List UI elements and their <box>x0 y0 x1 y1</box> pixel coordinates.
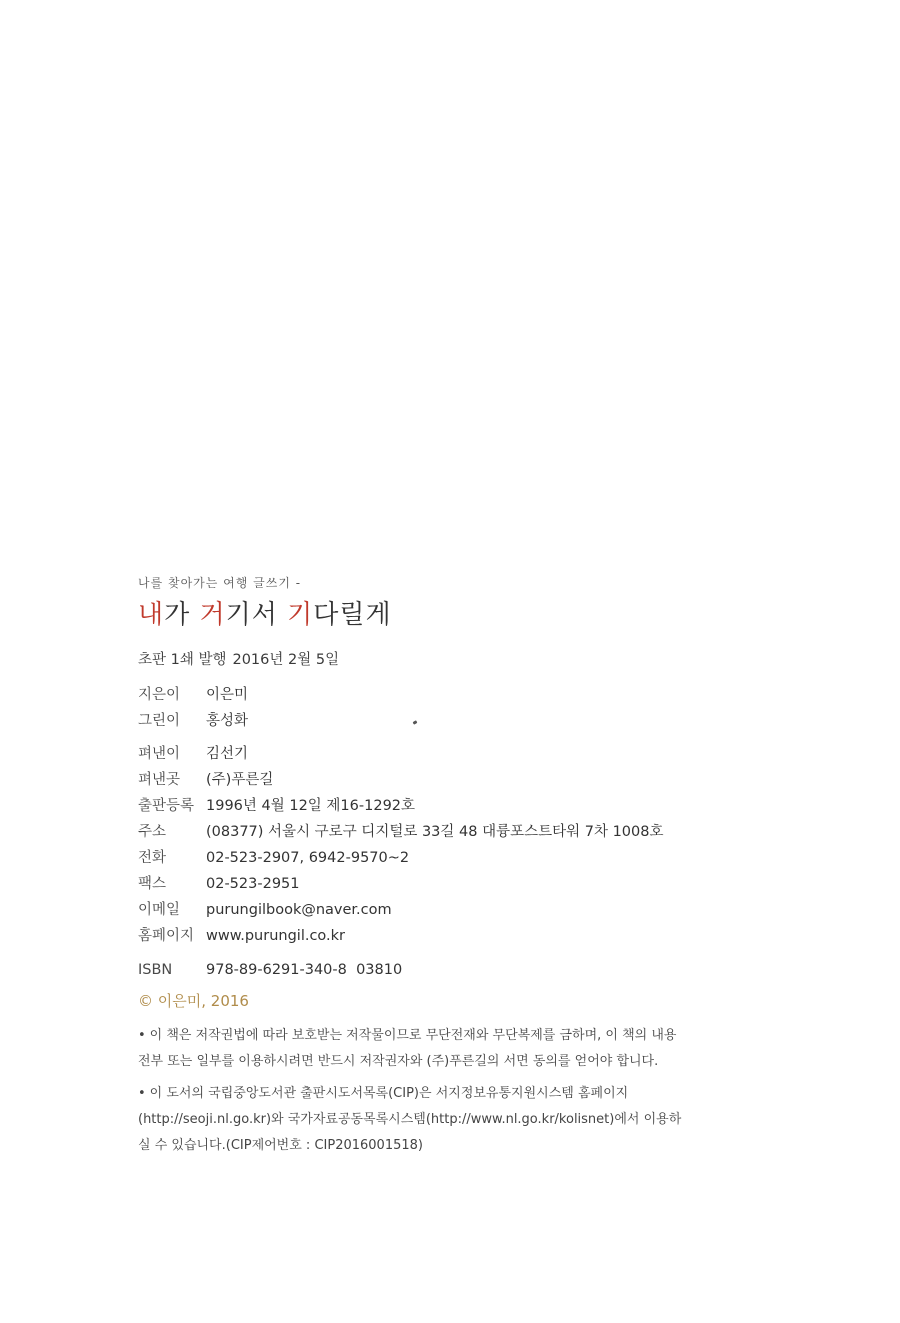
edition-label: 초판 1쇄 발행 <box>138 652 227 668</box>
info-value: (08377) 서울시 구로구 디지털로 33길 48 대륭포스트타워 7차 1008호 <box>206 824 664 840</box>
book-title <box>138 596 698 634</box>
info-value: 02-523-2907, 6942-9570~2 <box>206 850 410 866</box>
info-row-fax <box>138 871 698 897</box>
info-value: 02-523-2951 <box>206 876 300 892</box>
info-value: 1996년 4월 12일 제16-1292호 <box>206 798 416 814</box>
edition-line <box>138 648 698 672</box>
title-part-3: 다릴게 <box>313 600 392 630</box>
info-label: 주소 <box>138 824 167 840</box>
book-subtitle: 나를 찾아가는 여행 글쓰기 - <box>138 576 302 590</box>
edition-date: 2016년 2월 5일 <box>232 652 340 668</box>
info-value: 이은미 <box>206 687 249 703</box>
info-value: 김선기 <box>206 746 249 762</box>
info-label: 그린이 <box>138 713 181 729</box>
copyright-notice: © 이은미, 2016 <box>138 992 249 1010</box>
info-label: 전화 <box>138 850 167 866</box>
notice-text: 이 책은 저작권법에 따라 보호받는 저작물이므로 무단전재와 무단복제를 금하며, 이 책의 내용 전부 또는 일부를 이용하시려면 반드시 저작권자와 (주)푸른길의 서면 동의를 얻어야 합니다. <box>138 1028 677 1069</box>
title-part-2: 기서 <box>225 600 288 630</box>
info-row-address <box>138 819 698 845</box>
title-accent-1: 내 <box>138 600 165 630</box>
title-part-1: 가 <box>164 600 200 630</box>
info-label: 펴낸곳 <box>138 772 181 788</box>
info-label: 펴낸이 <box>138 746 181 762</box>
info-row-email <box>138 897 698 923</box>
title-accent-3: 기 <box>287 600 314 630</box>
info-value: www.purungil.co.kr <box>206 928 346 944</box>
info-row-registration <box>138 793 698 819</box>
info-label: 홈페이지 <box>138 928 195 944</box>
spacer <box>138 949 698 957</box>
info-value: purungilbook@naver.com <box>206 902 392 918</box>
info-value: 홍성화 <box>206 713 249 729</box>
info-row-publishing-house <box>138 767 698 793</box>
colophon <box>138 574 698 1165</box>
isbn-label: ISBN <box>138 962 173 978</box>
notice-text: 이 도서의 국립중앙도서관 출판시도서목록(CIP)은 서지정보유통지원시스템 홈페이지(http://seoji.nl.go.kr)와 국가자료공동목록시스템(http://www.nl.go.kr/kolisnet)에서 이용하실 수 있습니다.(CIP제어번호 : CIP2016001518) <box>138 1086 682 1153</box>
info-row-phone <box>138 845 698 871</box>
info-label: 지은이 <box>138 687 181 703</box>
info-row-author <box>138 682 698 708</box>
cip-notice <box>138 1081 683 1159</box>
info-row-homepage <box>138 923 698 949</box>
bullet-icon: • <box>138 1086 146 1101</box>
info-value: (주)푸른길 <box>206 772 274 788</box>
copyright-warning <box>138 1023 683 1075</box>
info-label: 팩스 <box>138 876 167 892</box>
spacer <box>138 734 698 741</box>
info-row-publisher <box>138 741 698 767</box>
info-row-illustrator <box>138 708 698 734</box>
info-label: 이메일 <box>138 902 181 918</box>
isbn-value: 978-89-6291-340-8 03810 <box>206 962 403 978</box>
info-label: 출판등록 <box>138 798 195 814</box>
title-accent-2: 거 <box>199 600 226 630</box>
bullet-icon: • <box>138 1028 146 1043</box>
info-row-isbn <box>138 957 698 983</box>
